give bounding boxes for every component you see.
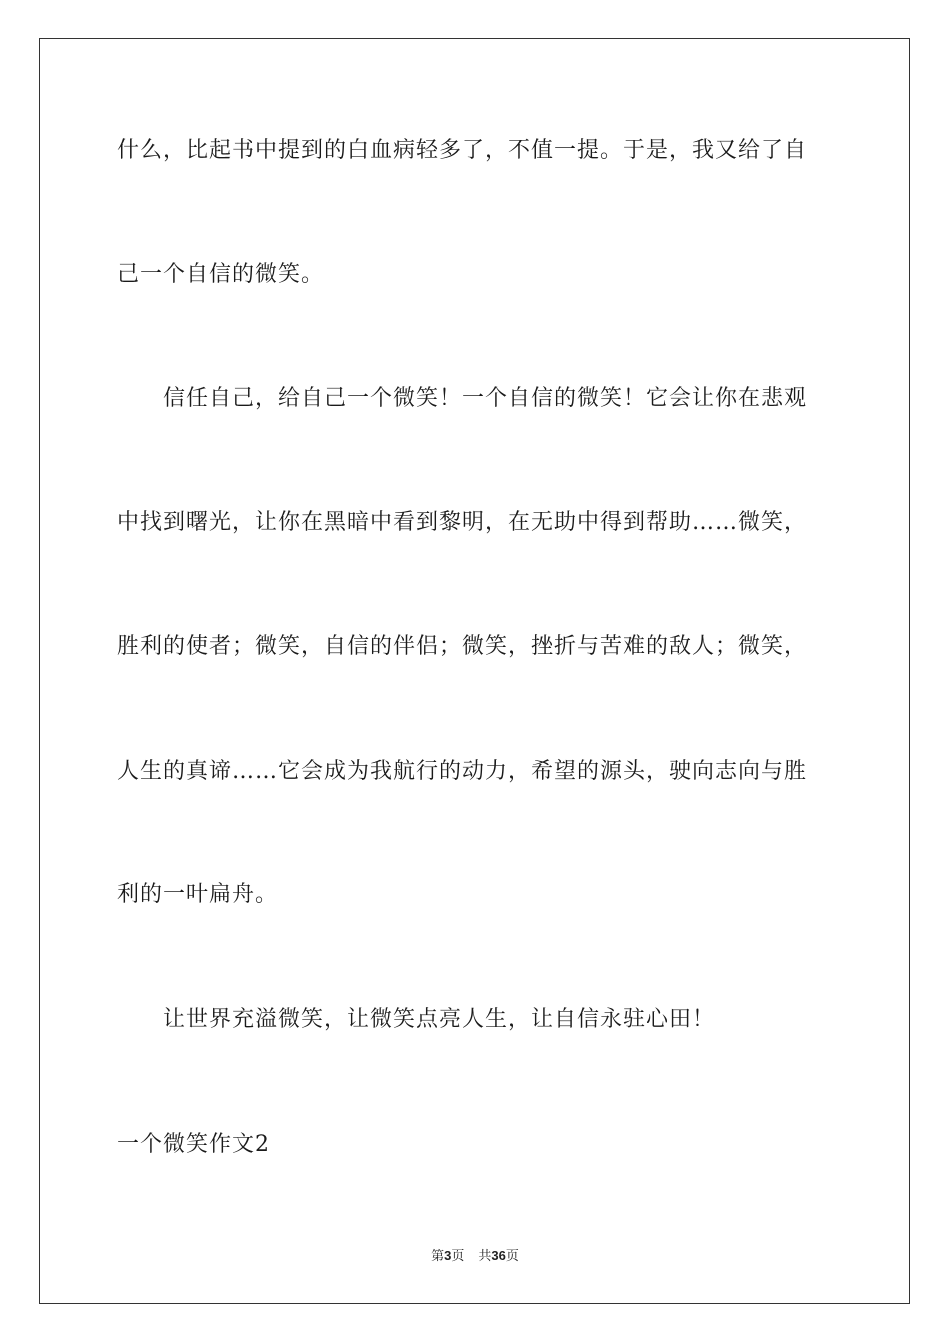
page-suffix: 页 — [451, 1249, 465, 1264]
page-number: 3 — [444, 1248, 452, 1263]
text-line: 中找到曙光，让你在黑暗中看到黎明，在无助中得到帮助……微笑， — [117, 510, 808, 535]
page-prefix: 第 — [431, 1249, 445, 1264]
total-pages: 36 — [491, 1248, 506, 1263]
text-line: 什么，比起书中提到的白血病轻多了，不值一提。于是，我又给了自 — [117, 138, 808, 163]
paragraph-start-line: 信任自己，给自己一个微笑！一个自信的微笑！它会让你在悲观 — [163, 386, 808, 411]
page-footer — [0, 1247, 950, 1266]
paragraph-start-line: 让世界充溢微笑，让微笑点亮人生，让自信永驻心田！ — [163, 1007, 716, 1032]
page-border — [39, 38, 910, 1304]
text-line: 胜利的使者；微笑，自信的伴侣；微笑，挫折与苦难的敌人；微笑， — [117, 634, 808, 659]
total-suffix: 页 — [505, 1249, 519, 1264]
text-line: 利的一叶扁舟。 — [117, 882, 279, 907]
text-line: 己一个自信的微笑。 — [117, 262, 325, 287]
text-line: 人生的真谛……它会成为我航行的动力，希望的源头，驶向志向与胜 — [117, 759, 808, 784]
total-prefix: 共 — [478, 1249, 492, 1264]
section-heading: 一个微笑作文2 — [117, 1132, 270, 1157]
